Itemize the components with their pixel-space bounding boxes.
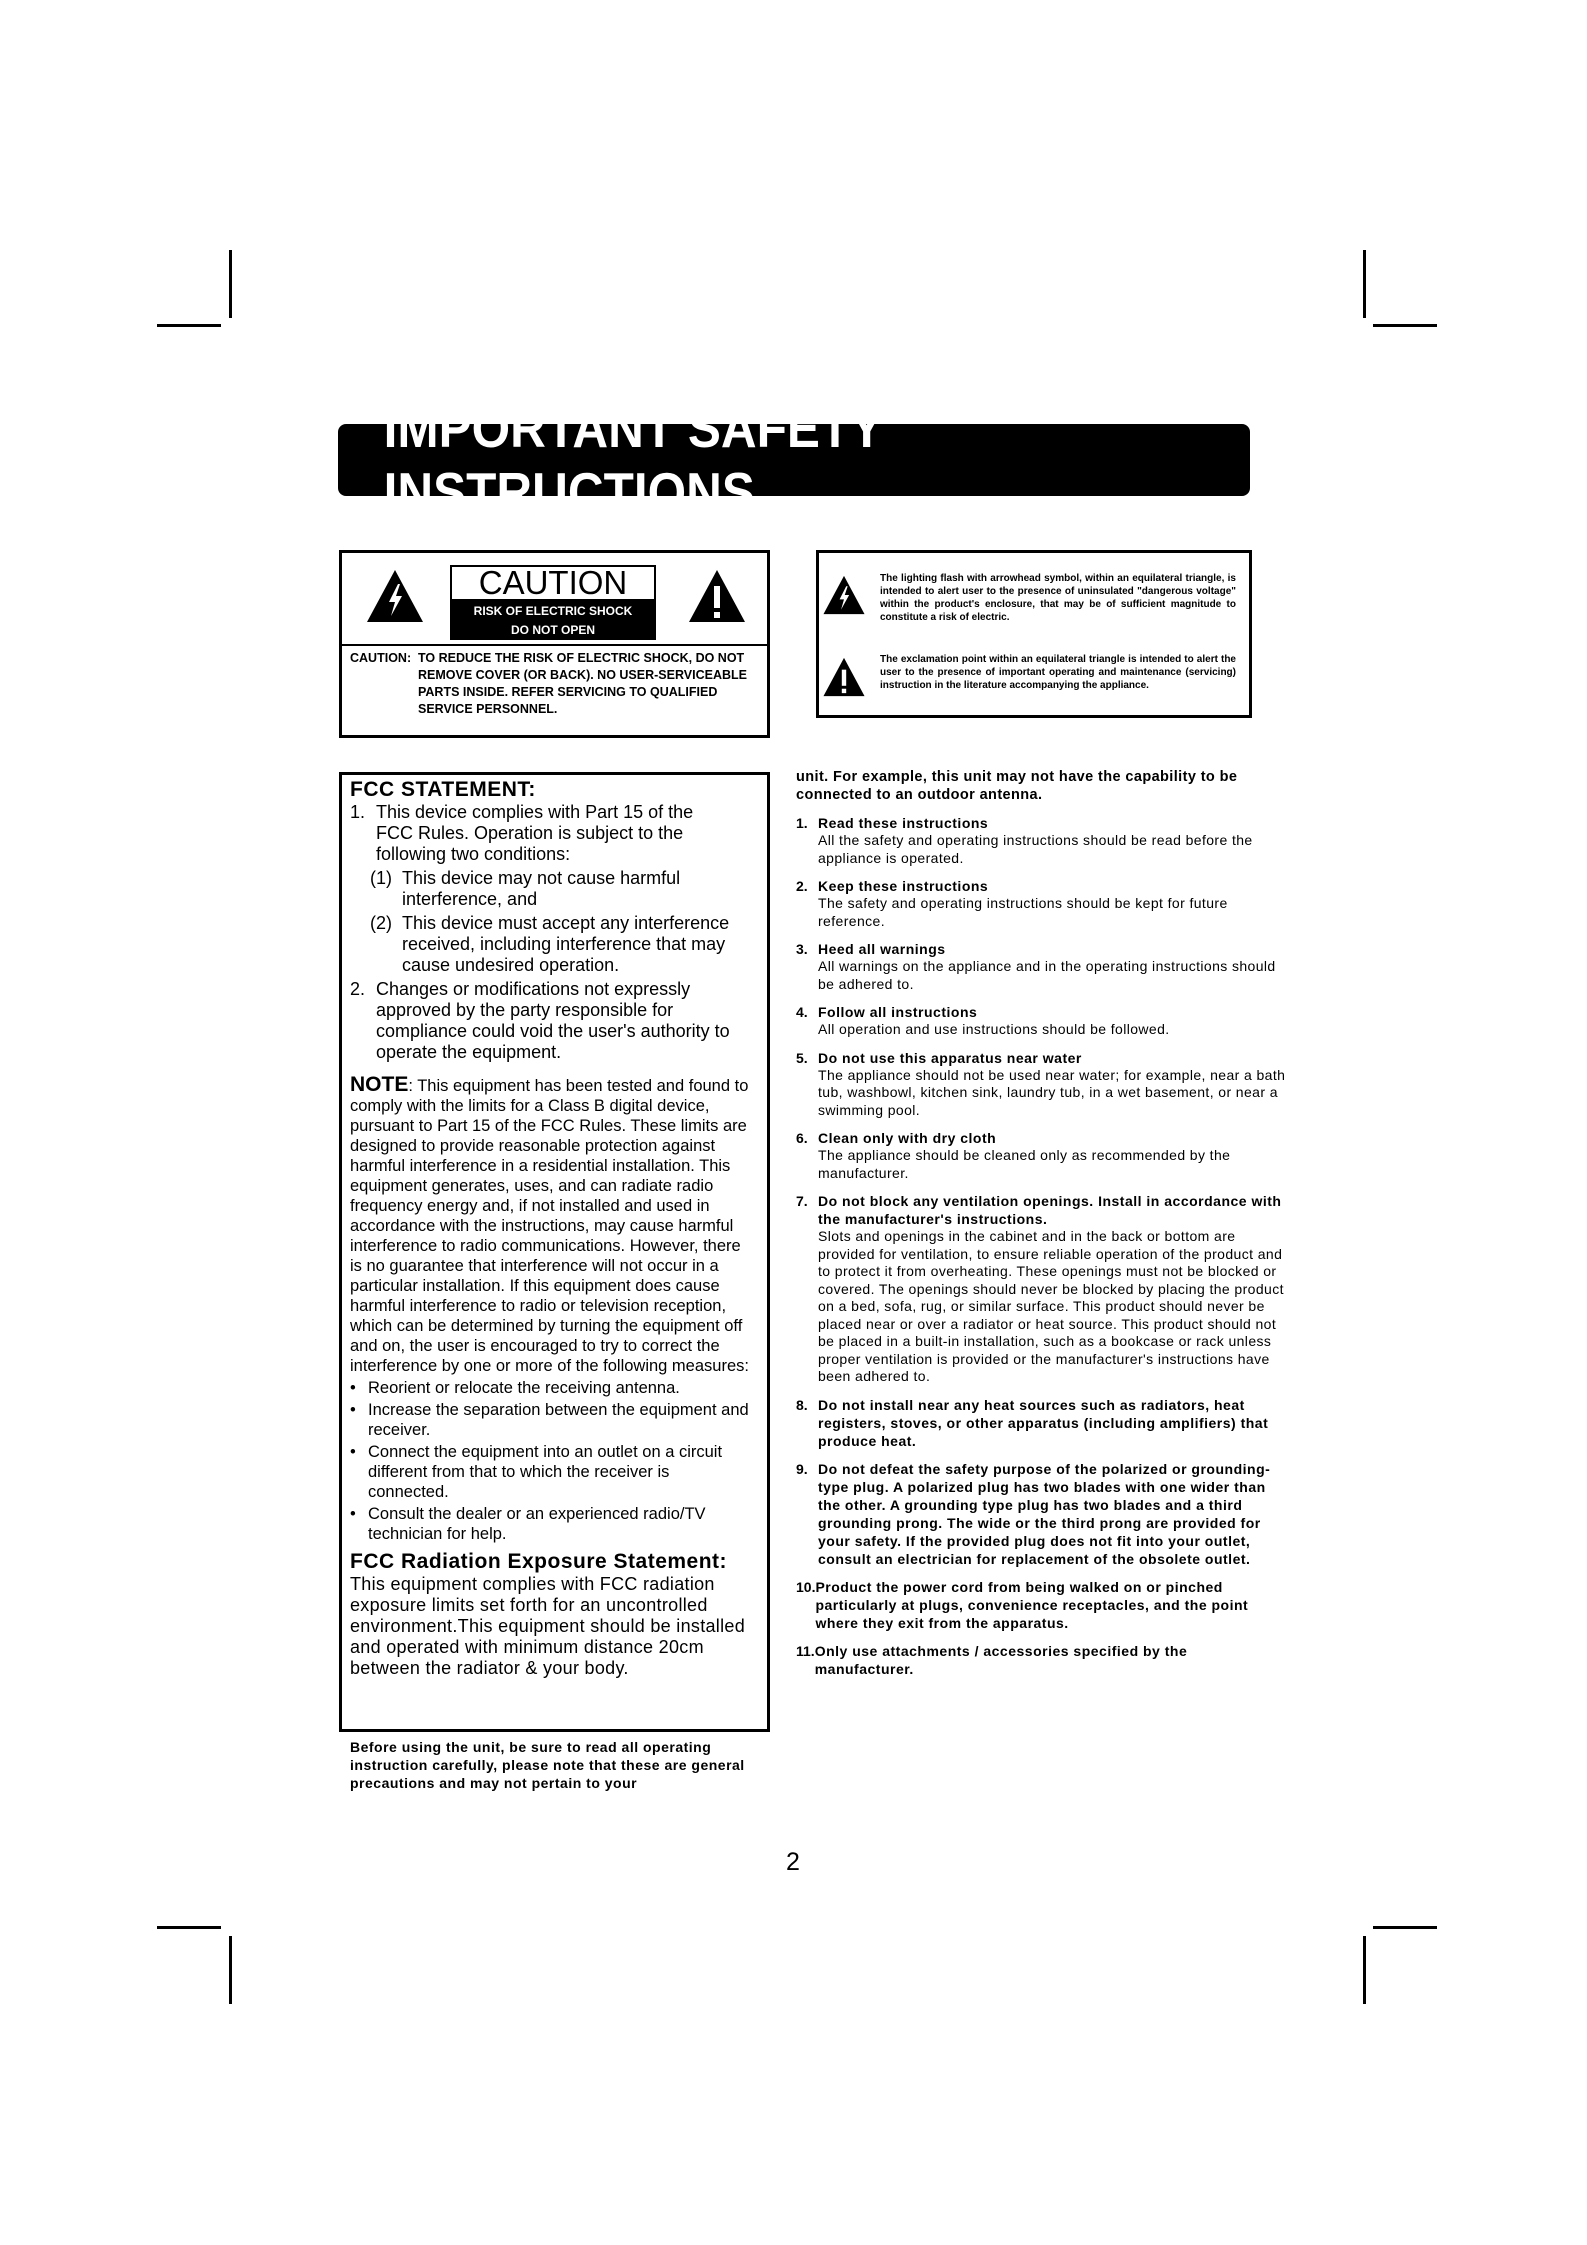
instruction-title: Keep these instructions — [818, 878, 989, 894]
crop-mark — [1363, 1936, 1366, 2004]
instruction-list — [796, 814, 1286, 1678]
fcc-note — [350, 1075, 750, 1376]
crop-mark — [229, 250, 232, 318]
caution-heading: CAUTION — [450, 565, 656, 601]
instruction-item — [796, 1396, 1286, 1450]
instruction-title: Do not defeat the safety purpose of the polarized or grounding-type plug. A polarized plug has two blades with one wider than the other. A grounding type plug has two blades and a third grounding prong. The wide or the third prong are provided for your safety. If the provided plug does not fit into your outlet, consult an electrician for replacement of the obsolete outlet. — [818, 1460, 1271, 1567]
instruction-description: The appliance should not be used near water; for example, near a bath tub, washbowl, kitchen sink, laundry tub, in a wet basement, or near a swimming pool. — [818, 1066, 1286, 1118]
instruction-description: Slots and openings in the cabinet and in the back or bottom are provided for ventilation, to ensure reliable operation of the product and to protect it from overheating. These openings must not be blocked or covered. The openings should never be blocked by placing the product on a bed, sofa, rug, or similar surface. This product should never be placed near or over a radiator or heat source. This product should not be placed in a built-in installation, such as a bookcase or rack unless proper ventilation is provided or the manufacturer's instructions have been adhered to. — [818, 1228, 1284, 1384]
caution-line: TO REDUCE THE RISK OF ELECTRIC SHOCK, DO NOT — [418, 651, 745, 665]
fcc-bullet-text: Reorient or relocate the receiving antenna. — [368, 1379, 680, 1397]
fcc-bullet-text: Consult the dealer or an experienced radio/TV technician for help. — [368, 1505, 706, 1543]
fcc-bullet-text: Increase the separation between the equipment and receiver. — [368, 1401, 749, 1439]
instruction-item — [796, 1460, 1286, 1568]
instruction-number: 6. — [796, 1130, 808, 1146]
fcc-bullet: • Reorient or relocate the receiving antenna. — [350, 1379, 680, 1397]
crop-mark — [1373, 324, 1437, 327]
instruction-number: 4. — [796, 1004, 808, 1020]
fcc-item — [350, 802, 750, 865]
fcc-item-number: 2. — [350, 979, 366, 999]
crop-mark — [1363, 250, 1366, 318]
fcc-subitem-number: (2) — [370, 913, 392, 933]
exclamation-warning-icon — [687, 568, 747, 624]
fcc-bullet-text: Connect the equipment into an outlet on a circuit different from that to which the receiver is connected. — [368, 1443, 723, 1501]
fcc-item — [350, 979, 750, 1063]
crop-mark — [1373, 1926, 1437, 1929]
instruction-item — [796, 1049, 1286, 1120]
caution-text — [350, 650, 770, 718]
fcc-note-label: NOTE — [350, 1073, 409, 1096]
lightning-warning-icon — [365, 568, 425, 624]
instruction-title: Read these instructions — [818, 815, 989, 831]
instruction-title: Clean only with dry cloth — [818, 1130, 997, 1146]
instruction-description: All warnings on the appliance and in the operating instructions should be adhered to. — [818, 958, 1276, 992]
instruction-description: All the safety and operating instructions should be read before the appliance is operated. — [818, 832, 1253, 866]
instruction-item — [796, 1192, 1286, 1386]
instruction-item — [796, 814, 1286, 867]
crop-mark — [157, 1926, 221, 1929]
caution-line: PARTS INSIDE. REFER SERVICING TO QUALIFIED — [418, 685, 718, 699]
page-number: 2 — [786, 1848, 800, 1876]
instruction-number: 5. — [796, 1049, 808, 1066]
instruction-title: Do not install near any heat sources such as radiators, heat registers, stoves, or other apparatus (including amplifiers) that produce heat. — [818, 1396, 1269, 1449]
instruction-item — [796, 1003, 1286, 1039]
fcc-subitem-text: This device may not cause harmful interference, and — [402, 868, 681, 909]
instruction-item — [796, 877, 1286, 930]
instruction-title: Only use attachments / accessories specified by the manufacturer. — [814, 1642, 1188, 1677]
caution-line: REMOVE COVER (OR BACK). NO USER-SERVICEABLE — [418, 668, 747, 682]
fcc-item-text: Changes or modifications not expressly approved by the party responsible for compliance could void the user's authority to operate the equipment. — [376, 979, 730, 1062]
lightning-warning-icon — [822, 574, 866, 616]
before-use-note: Before using the unit, be sure to read all operating instruction carefully, please note that these are general precautions and may not pertain to your — [350, 1739, 745, 1791]
fcc-radiation-text: This equipment complies with FCC radiation exposure limits set forth for an uncontrolled environment.This equipment should be installed and operated with minimum distance 20cm between the radiator & your body. — [350, 1574, 746, 1678]
instruction-number: 9. — [796, 1460, 808, 1477]
instruction-number: 2. — [796, 878, 808, 894]
fcc-bullet: • Increase the separation between the equipment and receiver. — [350, 1401, 749, 1439]
intro-text: unit. For example, this unit may not have the capability to be connected to an outdoor antenna. — [796, 769, 1238, 803]
page-title-text: IMPORTANT SAFETY INSTRUCTIONS — [383, 397, 883, 523]
fcc-statement — [350, 778, 750, 1679]
instruction-number: 7. — [796, 1193, 808, 1209]
crop-mark — [229, 1936, 232, 2004]
fcc-radiation-heading: FCC Radiation Exposure Statement: — [350, 1550, 728, 1573]
instruction-item — [796, 1578, 1286, 1632]
page-title — [338, 397, 1250, 523]
instruction-description: The appliance should be cleaned only as recommended by the manufacturer. — [818, 1147, 1231, 1181]
fcc-subitem — [370, 868, 750, 910]
fcc-item-text: This device complies with Part 15 of the FCC Rules. Operation is subject to the following two conditions: — [376, 802, 694, 864]
instruction-number: 10. — [796, 1578, 816, 1595]
fcc-bullet: • Consult the dealer or an experienced radio/TV technician for help. — [350, 1504, 750, 1544]
instruction-item — [796, 940, 1286, 993]
instruction-number: 11. — [796, 1642, 815, 1659]
crop-mark — [157, 324, 221, 327]
fcc-heading: FCC STATEMENT: — [350, 778, 536, 801]
instruction-item — [796, 1642, 1286, 1678]
instruction-title: Product the power cord from being walked on or pinched particularly at plugs, convenience receptacles, and the point where they exit from the apparatus. — [815, 1578, 1249, 1631]
fcc-bullet: • Connect the equipment into an outlet on a circuit different from that to which the receiver is connected. — [350, 1442, 750, 1502]
instruction-item — [796, 1129, 1286, 1182]
instruction-title: Do not block any ventilation openings. Install in accordance with the manufacturer's instructions. — [818, 1193, 1282, 1227]
instruction-number: 3. — [796, 941, 808, 957]
divider — [341, 644, 768, 646]
caution-text-label: CAUTION: — [350, 651, 412, 665]
fcc-note-text: : This equipment has been tested and found to comply with the limits for a Class B digital device, pursuant to Part 15 of the FCC Rules. These limits are designed to provide reasonable protection against harmful interference in a residential installation. This equipment generates, uses, and can radiate radio frequency energy and, if not installed and used in accordance with the instructions, may cause harmful interference to radio communications. However, there is no guarantee that interference will not occur in a particular installation. If this equipment does cause harmful interference to radio or television reception, which can be determined by turning the equipment off and on, the user is encouraged to try to correct the interference by one or more of the following measures: — [350, 1077, 749, 1375]
fcc-subitem — [370, 913, 750, 976]
fcc-subitem-number: (1) — [370, 868, 392, 888]
exclamation-symbol-text: The exclamation point within an equilateral triangle is intended to alert the user to the presence of important operating and maintenance (servicing) instruction in the literature accompanying the appliance. — [880, 654, 1236, 691]
instruction-title: Do not use this apparatus near water — [818, 1049, 1082, 1066]
caution-line: SERVICE PERSONNEL. — [418, 702, 558, 716]
instruction-description: The safety and operating instructions should be kept for future reference. — [818, 895, 1228, 929]
instruction-number: 8. — [796, 1396, 808, 1413]
instruction-number: 1. — [796, 815, 808, 831]
instruction-title: Follow all instructions — [818, 1004, 978, 1020]
safety-instructions — [796, 768, 1286, 1678]
lightning-symbol-text: The lighting flash with arrowhead symbol, within an equilateral triangle, is intended to alert user to the presence of uninsulated "dangerous voltage" within the product's enclosure, that may be of sufficient magnitude to constitute a risk of electric. — [880, 573, 1236, 623]
fcc-subitem-text: This device must accept any interference received, including interference that may cause undesired operation. — [402, 913, 730, 975]
fcc-item-number: 1. — [350, 802, 366, 822]
caution-sub-risk: RISK OF ELECTRIC SHOCK — [450, 601, 656, 621]
instruction-title: Heed all warnings — [818, 941, 946, 957]
instruction-description: All operation and use instructions should be followed. — [818, 1021, 1170, 1037]
caution-sub-open: DO NOT OPEN — [450, 620, 656, 640]
exclamation-warning-icon — [822, 656, 866, 698]
